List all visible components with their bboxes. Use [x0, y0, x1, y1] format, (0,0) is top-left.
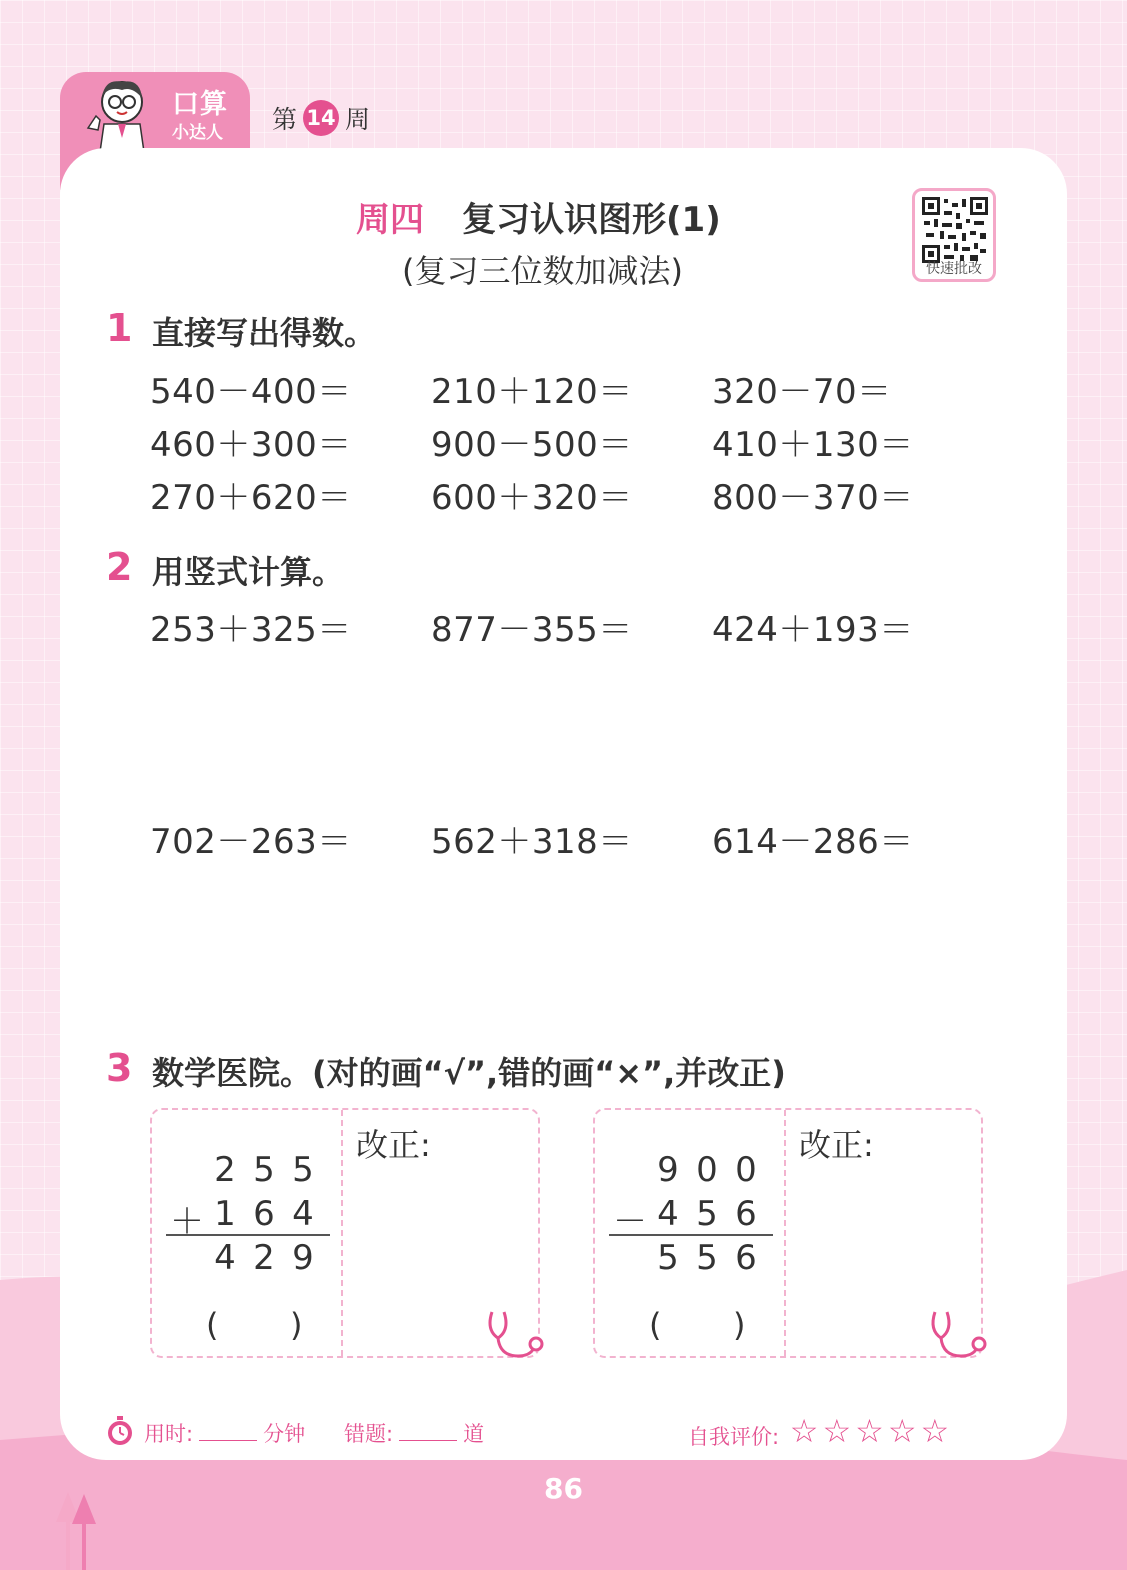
bottom-digit: 6	[253, 1194, 275, 1234]
problem-2-4: 702－263＝	[150, 822, 352, 862]
time-used	[144, 1418, 305, 1448]
problem-1-2: 210＋120＝	[431, 372, 633, 412]
star-icon[interactable]: ☆	[855, 1412, 884, 1450]
page-title	[356, 192, 721, 241]
problem-1-3: 320－70＝	[712, 372, 892, 412]
time-label: 用时:	[144, 1422, 194, 1446]
stethoscope-icon	[927, 1308, 991, 1364]
tree-arrows-icon	[54, 1492, 104, 1570]
result-digit: 4	[214, 1238, 236, 1278]
qr-code-icon	[922, 197, 988, 263]
page-subtitle: (复习三位数加减法)	[402, 252, 683, 290]
top-digit: 9	[657, 1150, 679, 1190]
correction-box-2	[593, 1108, 983, 1358]
problem-1-6: 410＋130＝	[712, 425, 914, 465]
errors-blank	[399, 1440, 457, 1441]
section-3-title: 数学医院。(对的画“√”,错的画“×”,并改正)	[152, 1054, 786, 1092]
qr-label: 快速批改	[926, 261, 982, 277]
bottom-digit: 5	[696, 1194, 718, 1234]
problem-2-3: 424＋193＝	[712, 610, 914, 650]
problem-2-5: 562＋318＝	[431, 822, 633, 862]
problem-1-7: 270＋620＝	[150, 478, 352, 518]
week-number-badge: 14	[303, 100, 339, 136]
star-icon[interactable]: ☆	[887, 1412, 917, 1450]
section-2-title: 用竖式计算。	[152, 553, 345, 591]
bottom-digit: 6	[735, 1194, 757, 1234]
title-text: 复习认识图形(1)	[462, 200, 721, 240]
top-digit: 0	[696, 1150, 718, 1190]
week-indicator	[272, 100, 370, 136]
bottom-digit: 4	[657, 1194, 679, 1234]
correction-box-1	[150, 1108, 540, 1358]
difference-line	[609, 1234, 773, 1236]
answer-paren-open: (	[206, 1306, 219, 1344]
problem-1-5: 900－500＝	[431, 425, 633, 465]
top-digit: 5	[292, 1150, 314, 1190]
section-2-number: 2	[106, 545, 133, 589]
problem-2-2: 877－355＝	[431, 610, 633, 650]
section-1-number: 1	[106, 306, 133, 350]
result-digit: 9	[292, 1238, 314, 1278]
answer-paren-open: (	[649, 1306, 662, 1344]
problem-2-6: 614－286＝	[712, 822, 914, 862]
result-digit: 6	[735, 1238, 757, 1278]
fix-label: 改正:	[356, 1126, 431, 1164]
bottom-digit: 1	[214, 1194, 236, 1234]
top-digit: 2	[214, 1150, 236, 1190]
errors-unit: 道	[463, 1422, 485, 1446]
time-blank	[199, 1440, 257, 1441]
tab-subtitle: 小达人	[172, 123, 223, 143]
top-digit: 5	[253, 1150, 275, 1190]
top-digit: 0	[735, 1150, 757, 1190]
bottom-digit: 4	[292, 1194, 314, 1234]
result-digit: 5	[657, 1238, 679, 1278]
result-digit: 2	[253, 1238, 275, 1278]
answer-paren-close: )	[290, 1306, 303, 1344]
section-1-title: 直接写出得数。	[152, 314, 377, 352]
week-prefix: 第	[272, 105, 298, 134]
qr-code[interactable]	[912, 188, 996, 282]
star-icon[interactable]: ☆	[822, 1412, 852, 1450]
tab-title: 口算	[172, 89, 228, 120]
errors-count	[344, 1418, 484, 1448]
star-icon[interactable]: ☆	[920, 1412, 950, 1450]
page-number: 86	[544, 1472, 583, 1505]
problem-1-4: 460＋300＝	[150, 425, 352, 465]
rating-label: 自我评价:	[688, 1425, 780, 1449]
errors-label: 错题:	[344, 1422, 394, 1446]
title-day: 周四	[356, 200, 424, 240]
problem-1-1: 540－400＝	[150, 372, 352, 412]
section-3-number: 3	[106, 1046, 133, 1090]
answer-paren-close: )	[733, 1306, 746, 1344]
fix-label: 改正:	[799, 1126, 874, 1164]
operator-sign: －	[613, 1202, 647, 1242]
stopwatch-icon	[106, 1416, 134, 1446]
problem-1-9: 800－370＝	[712, 478, 914, 518]
problem-1-8: 600＋320＝	[431, 478, 633, 518]
week-suffix: 周	[345, 105, 371, 134]
problem-2-1: 253＋325＝	[150, 610, 352, 650]
box-divider	[341, 1110, 343, 1356]
time-unit: 分钟	[263, 1422, 306, 1446]
sum-line	[166, 1234, 330, 1236]
stethoscope-icon	[484, 1308, 548, 1364]
box-divider	[784, 1110, 786, 1356]
result-digit: 5	[696, 1238, 718, 1278]
star-icon[interactable]: ☆	[789, 1412, 819, 1450]
self-rating	[688, 1412, 949, 1451]
mascot-icon	[82, 76, 152, 152]
operator-sign: ＋	[170, 1202, 204, 1242]
